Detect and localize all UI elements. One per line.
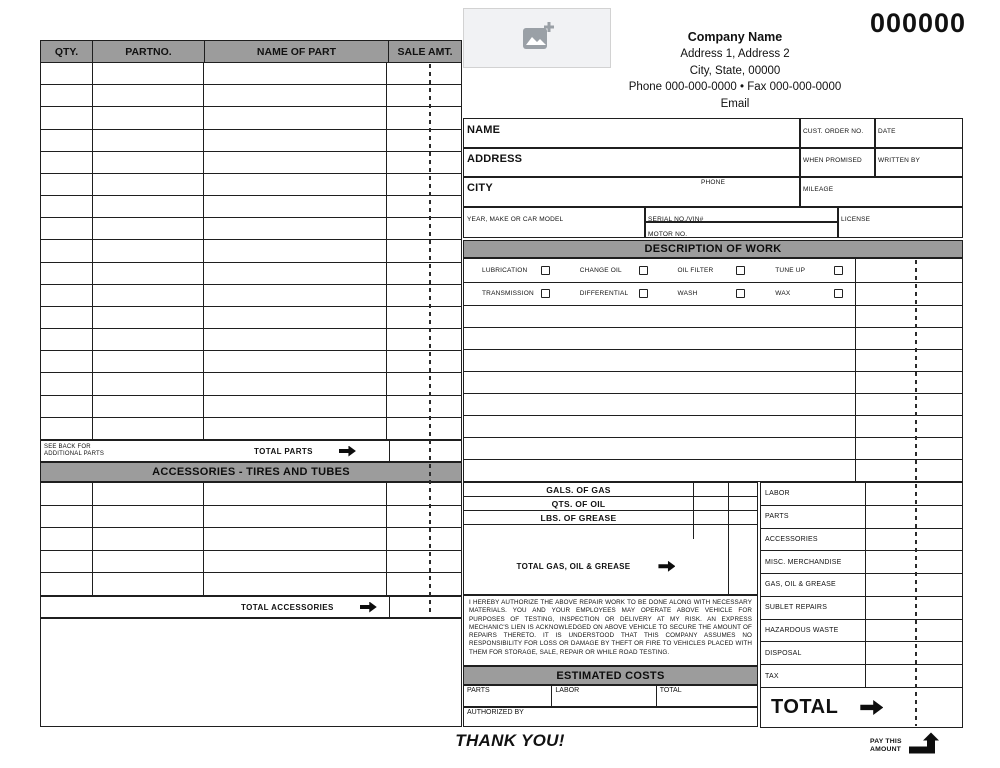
parts-row — [41, 152, 461, 174]
parts-cell — [41, 63, 93, 84]
gas-qty-cell — [694, 511, 729, 524]
parts-cell — [204, 263, 387, 284]
parts-cell — [41, 130, 93, 151]
total-accessories-label: TOTAL ACCESSORIES — [241, 602, 334, 612]
parts-cell — [93, 373, 204, 394]
charge-row — [761, 642, 962, 665]
accessories-cell — [41, 551, 93, 573]
total-parts-label: TOTAL PARTS — [254, 446, 313, 456]
total-gas-label: TOTAL GAS, OIL & GREASE — [516, 561, 631, 571]
grand-total-row — [761, 688, 962, 727]
parts-cell — [41, 396, 93, 417]
mileage-field: MILEAGE — [799, 176, 963, 208]
company-name: Company Name — [687, 30, 783, 44]
accessories-cell — [41, 483, 93, 505]
parts-cell — [387, 218, 461, 239]
gas-row-label: QTS. OF OIL — [464, 497, 694, 510]
customer-info — [463, 118, 963, 238]
year-make-model-field: YEAR, MAKE OR CAR MODEL — [463, 206, 646, 238]
charge-row-label: MISC. MERCHANDISE — [761, 551, 866, 573]
parts-cell — [204, 329, 387, 350]
parts-cell — [387, 130, 461, 151]
gas-row-label — [464, 525, 694, 538]
parts-cell — [204, 351, 387, 372]
total-gas-label-cell — [464, 539, 729, 595]
charge-amount-cell — [866, 665, 962, 687]
parts-row — [41, 263, 461, 285]
accessories-cell — [204, 506, 387, 528]
date-field: DATE — [874, 118, 963, 149]
gas-rows — [464, 483, 757, 539]
parts-cell — [204, 85, 387, 106]
charge-amount-cell — [866, 506, 962, 528]
total-gas-amount-cell — [729, 539, 757, 595]
parts-cell — [41, 196, 93, 217]
gas-price-cell — [729, 483, 757, 496]
work-description-cell — [464, 372, 856, 393]
checkbox-wax[interactable] — [834, 289, 843, 298]
cents-dashed-line — [429, 64, 431, 616]
work-type-label: CHANGE OIL — [579, 266, 622, 274]
address-field: ADDRESS — [463, 147, 801, 178]
parts-row — [41, 174, 461, 196]
gas-price-cell — [729, 511, 757, 524]
work-amount-cell — [856, 394, 962, 415]
work-type-label: TUNE UP — [775, 266, 806, 274]
work-amount-cell — [856, 438, 962, 459]
parts-cell — [204, 218, 387, 239]
authorization-legal-text: I HEREBY AUTHORIZE THE ABOVE REPAIR WORK TO BE DONE ALONG WITH NECESSARY MATERIALS. YOU AND YOUR EMPLOYEES MAY OPERATE ABOVE VEHICLE FOR PURPOSES OF TESTING, INSPECTION OR DELIVERY AT MY RISK. AN EXPRESS MECHANIC'S LIEN IS ACKNOWLEDGED ON ABOVE VEHICLE TO SECURE THE AMOUNT OF REPAIRS THERETO. IT IS UNDERSTOOD THAT THIS COMPANY ASSUMES NO RESPONSIBILITY FOR LOSS OR DAMAGE BY THEFT OR FIRE TO VEHICLES PLACED WITH THEM FOR STORAGE, SALE, REPAIR OR WHILE ROAD TESTING. — [463, 595, 758, 666]
parts-cell — [93, 218, 204, 239]
company-city: City, State, 00000 — [689, 64, 781, 77]
gas-qty-cell — [694, 483, 729, 496]
company-address: Address 1, Address 2 — [680, 48, 790, 60]
parts-cell — [93, 63, 204, 84]
parts-row — [41, 130, 461, 152]
written-by-field: WRITTEN BY — [874, 147, 963, 178]
parts-table-body — [41, 63, 461, 439]
charge-row-label: SUBLET REPAIRS — [761, 597, 866, 619]
parts-table-header — [41, 41, 461, 63]
parts-cell — [387, 373, 461, 394]
work-amount-cell — [856, 350, 962, 371]
gas-row — [464, 525, 757, 538]
parts-row — [41, 373, 461, 395]
work-amount-cell — [856, 306, 962, 327]
parts-cell — [93, 240, 204, 261]
charge-row — [761, 483, 962, 506]
parts-cell — [204, 174, 387, 195]
parts-column-header: SALE AMT. — [397, 45, 453, 58]
work-description-row — [464, 306, 962, 328]
parts-cell — [93, 285, 204, 306]
parts-cell — [93, 196, 204, 217]
company-phone-fax: Phone 000-000-0000 • Fax 000-000-0000 — [628, 81, 842, 93]
authorized-by-field: AUTHORIZED BY — [463, 707, 758, 727]
parts-cell — [387, 418, 461, 439]
work-amount-cell — [856, 460, 962, 481]
accessories-cell — [93, 506, 204, 528]
amount-column-divider — [389, 441, 390, 461]
parts-cell — [204, 152, 387, 173]
accessories-cell — [93, 528, 204, 550]
gas-price-cell — [729, 525, 757, 538]
gas-row — [464, 511, 757, 525]
parts-cell — [204, 107, 387, 128]
work-type-option — [464, 283, 562, 306]
work-description-row — [464, 328, 962, 350]
name-field: NAME — [463, 118, 801, 149]
parts-cell — [204, 196, 387, 217]
parts-cell — [204, 240, 387, 261]
description-of-work-title: DESCRIPTION OF WORK — [463, 240, 963, 258]
charge-amount-cell — [866, 483, 962, 505]
accessories-cell — [93, 573, 204, 595]
work-amount-cell — [856, 259, 962, 282]
pay-this-amount — [870, 732, 941, 760]
parts-cell — [41, 152, 93, 173]
charge-row — [761, 574, 962, 597]
charge-rows — [761, 483, 962, 688]
work-checkbox-row — [464, 259, 962, 283]
work-description-cell — [464, 460, 856, 481]
parts-row — [41, 218, 461, 240]
work-amount-cell — [856, 328, 962, 349]
gas-qty-cell — [694, 525, 729, 538]
charge-row — [761, 597, 962, 620]
parts-cell — [93, 130, 204, 151]
total-gas-row — [464, 539, 757, 595]
charge-amount-cell — [866, 529, 962, 551]
parts-row — [41, 196, 461, 218]
accessories-cell — [387, 483, 461, 505]
estimated-costs-fields — [463, 685, 758, 707]
parts-cell — [387, 351, 461, 372]
charge-row — [761, 665, 962, 688]
accessories-row — [41, 528, 461, 551]
amount-column-divider — [389, 597, 390, 617]
checkbox-differential[interactable] — [639, 289, 648, 298]
parts-cell — [387, 240, 461, 261]
parts-column-header: QTY. — [41, 41, 93, 62]
total-parts-row — [40, 440, 462, 462]
add-image-icon — [520, 22, 554, 55]
parts-cell — [41, 218, 93, 239]
parts-cell — [93, 418, 204, 439]
parts-cell — [41, 85, 93, 106]
gas-row-label: LBS. OF GREASE — [464, 511, 694, 524]
parts-cell — [41, 240, 93, 261]
work-type-label: OIL FILTER — [677, 266, 714, 274]
parts-column-header: PARTNO. — [93, 41, 205, 62]
charge-row — [761, 506, 962, 529]
work-description-row — [464, 460, 962, 481]
parts-cell — [41, 285, 93, 306]
work-type-label: WAX — [775, 290, 791, 298]
pay-this-amount-label: PAY THIS AMOUNT — [870, 737, 902, 753]
work-description-cell — [464, 394, 856, 415]
accessories-row — [41, 483, 461, 506]
parts-cell — [387, 196, 461, 217]
gas-row-label: GALS. OF GAS — [464, 483, 694, 496]
charges-column — [760, 482, 963, 728]
work-description-cell — [464, 416, 856, 437]
accessories-cell — [93, 483, 204, 505]
motor-no-field: MOTOR NO. — [644, 221, 839, 238]
work-checkbox-cells — [464, 283, 856, 306]
phone-field-label: PHONE — [701, 179, 726, 186]
checkbox-transmission[interactable] — [541, 289, 550, 298]
accessories-cell — [387, 528, 461, 550]
work-description-cell — [464, 350, 856, 371]
parts-cell — [93, 351, 204, 372]
work-amount-cell — [856, 416, 962, 437]
gas-row — [464, 483, 757, 497]
when-promised-field: WHEN PROMISED — [799, 147, 876, 178]
description-of-work-area — [463, 258, 963, 482]
parts-row — [41, 285, 461, 307]
parts-cell — [41, 263, 93, 284]
accessories-cell — [387, 573, 461, 595]
work-description-row — [464, 394, 962, 416]
cust-order-no-field: CUST. ORDER NO. — [799, 118, 876, 149]
charge-row — [761, 529, 962, 552]
parts-cell — [387, 85, 461, 106]
parts-cell — [204, 285, 387, 306]
form-number: 000000 — [869, 8, 967, 38]
accessories-cell — [204, 483, 387, 505]
accessories-cell — [41, 573, 93, 595]
work-description-cell — [464, 328, 856, 349]
work-description-row — [464, 350, 962, 372]
work-description-row — [464, 438, 962, 460]
parts-cell — [387, 396, 461, 417]
right-arrow-icon — [658, 561, 675, 572]
parts-cell — [387, 174, 461, 195]
accessories-cell — [41, 528, 93, 550]
parts-cell — [387, 285, 461, 306]
parts-cell — [204, 307, 387, 328]
accessories-cell — [93, 551, 204, 573]
charge-amount-cell — [866, 574, 962, 596]
turn-up-arrow-icon — [909, 732, 941, 760]
parts-cell — [204, 63, 387, 84]
estimated-costs-title: ESTIMATED COSTS — [463, 666, 758, 685]
parts-row — [41, 85, 461, 107]
see-back-note: SEE BACK FOR ADDITIONAL PARTS — [44, 444, 105, 457]
parts-cell — [41, 174, 93, 195]
parts-cell — [41, 373, 93, 394]
parts-cell — [93, 329, 204, 350]
parts-cell — [41, 329, 93, 350]
parts-cell — [387, 263, 461, 284]
parts-row — [41, 418, 461, 439]
charge-amount-cell — [866, 642, 962, 664]
parts-cell — [93, 107, 204, 128]
gas-oil-grease-section — [463, 482, 758, 595]
parts-cell — [41, 418, 93, 439]
charge-row — [761, 620, 962, 643]
parts-cell — [387, 329, 461, 350]
charge-row — [761, 551, 962, 574]
company-block — [585, 30, 885, 114]
parts-cell — [41, 307, 93, 328]
work-description-cell — [464, 306, 856, 327]
work-amount-cell — [856, 283, 962, 306]
parts-row — [41, 307, 461, 329]
charge-row-label: ACCESSORIES — [761, 529, 866, 551]
parts-row — [41, 396, 461, 418]
work-type-label: WASH — [677, 290, 698, 298]
accessories-section-title: ACCESSORIES - TIRES AND TUBES — [40, 462, 462, 482]
grand-total-label: TOTAL — [771, 695, 839, 718]
accessories-cell — [204, 551, 387, 573]
parts-cell — [387, 63, 461, 84]
accessories-table — [40, 482, 462, 596]
parts-row — [41, 107, 461, 129]
work-type-option — [562, 283, 660, 306]
parts-cell — [93, 174, 204, 195]
parts-cell — [204, 130, 387, 151]
checkbox-tune-up[interactable] — [834, 266, 843, 275]
parts-column-header: NAME OF PART — [205, 41, 389, 62]
serial-vin-field: SERIAL NO./VIN# — [644, 206, 839, 223]
work-description-row — [464, 372, 962, 394]
parts-cell — [93, 307, 204, 328]
thank-you-text: THANK YOU! — [455, 731, 565, 750]
charge-row-label: LABOR — [761, 483, 866, 505]
work-type-option — [464, 259, 562, 282]
cents-dashed-line — [915, 260, 917, 480]
work-description-cell — [464, 438, 856, 459]
work-type-label: LUBRICATION — [482, 266, 528, 274]
accessories-row — [41, 551, 461, 574]
work-type-option — [757, 283, 855, 306]
accessories-cell — [387, 506, 461, 528]
charge-amount-cell — [866, 551, 962, 573]
accessories-cell — [387, 551, 461, 573]
work-type-option — [660, 259, 758, 282]
accessories-cell — [204, 528, 387, 550]
company-email: Email — [720, 97, 750, 110]
gas-price-cell — [729, 497, 757, 510]
right-arrow-icon — [339, 446, 356, 457]
checkbox-lubrication[interactable] — [541, 266, 550, 275]
parts-row — [41, 351, 461, 373]
license-field: LICENSE — [837, 206, 963, 238]
work-description-row — [464, 416, 962, 438]
estimated-labor-field: LABOR — [552, 686, 656, 706]
work-checkbox-row — [464, 283, 962, 307]
total-accessories-row — [40, 596, 462, 618]
parts-cell — [93, 263, 204, 284]
checkbox-oil-filter[interactable] — [736, 266, 745, 275]
work-type-option — [660, 283, 758, 306]
parts-cell — [93, 152, 204, 173]
work-type-option — [757, 259, 855, 282]
accessories-cell — [204, 573, 387, 595]
work-type-label: DIFFERENTIAL — [579, 290, 629, 298]
parts-cell — [41, 107, 93, 128]
charge-row-label: GAS, OIL & GREASE — [761, 574, 866, 596]
accessories-row — [41, 506, 461, 529]
charge-row-label: HAZARDOUS WASTE — [761, 620, 866, 642]
parts-row — [41, 329, 461, 351]
charge-row-label: PARTS — [761, 506, 866, 528]
parts-cell — [204, 396, 387, 417]
estimated-total-field: TOTAL — [659, 687, 682, 694]
notes-empty-box — [40, 618, 462, 727]
gas-row — [464, 497, 757, 511]
cents-dashed-line — [915, 484, 917, 726]
parts-cell — [387, 152, 461, 173]
parts-cell — [204, 373, 387, 394]
accessories-cell — [41, 506, 93, 528]
charge-row-label: DISPOSAL — [761, 642, 866, 664]
city-field: CITY PHONE — [463, 176, 801, 208]
right-arrow-icon — [360, 602, 377, 613]
work-type-label: TRANSMISSION — [482, 290, 534, 298]
parts-cell — [387, 307, 461, 328]
work-type-option — [562, 259, 660, 282]
parts-cell — [204, 418, 387, 439]
checkbox-wash[interactable] — [736, 289, 745, 298]
work-amount-cell — [856, 372, 962, 393]
work-checkbox-cells — [464, 259, 856, 282]
right-arrow-icon — [860, 700, 883, 715]
checkbox-change-oil[interactable] — [639, 266, 648, 275]
charge-amount-cell — [866, 620, 962, 642]
parts-row — [41, 240, 461, 262]
estimated-parts-field: PARTS — [464, 686, 552, 706]
parts-cell — [41, 351, 93, 372]
gas-qty-cell — [694, 497, 729, 510]
parts-cell — [93, 396, 204, 417]
parts-table — [40, 40, 462, 440]
charge-row-label: TAX — [761, 665, 866, 687]
parts-row — [41, 63, 461, 85]
parts-cell — [93, 85, 204, 106]
parts-cell — [387, 107, 461, 128]
accessories-row — [41, 573, 461, 595]
charge-amount-cell — [866, 597, 962, 619]
